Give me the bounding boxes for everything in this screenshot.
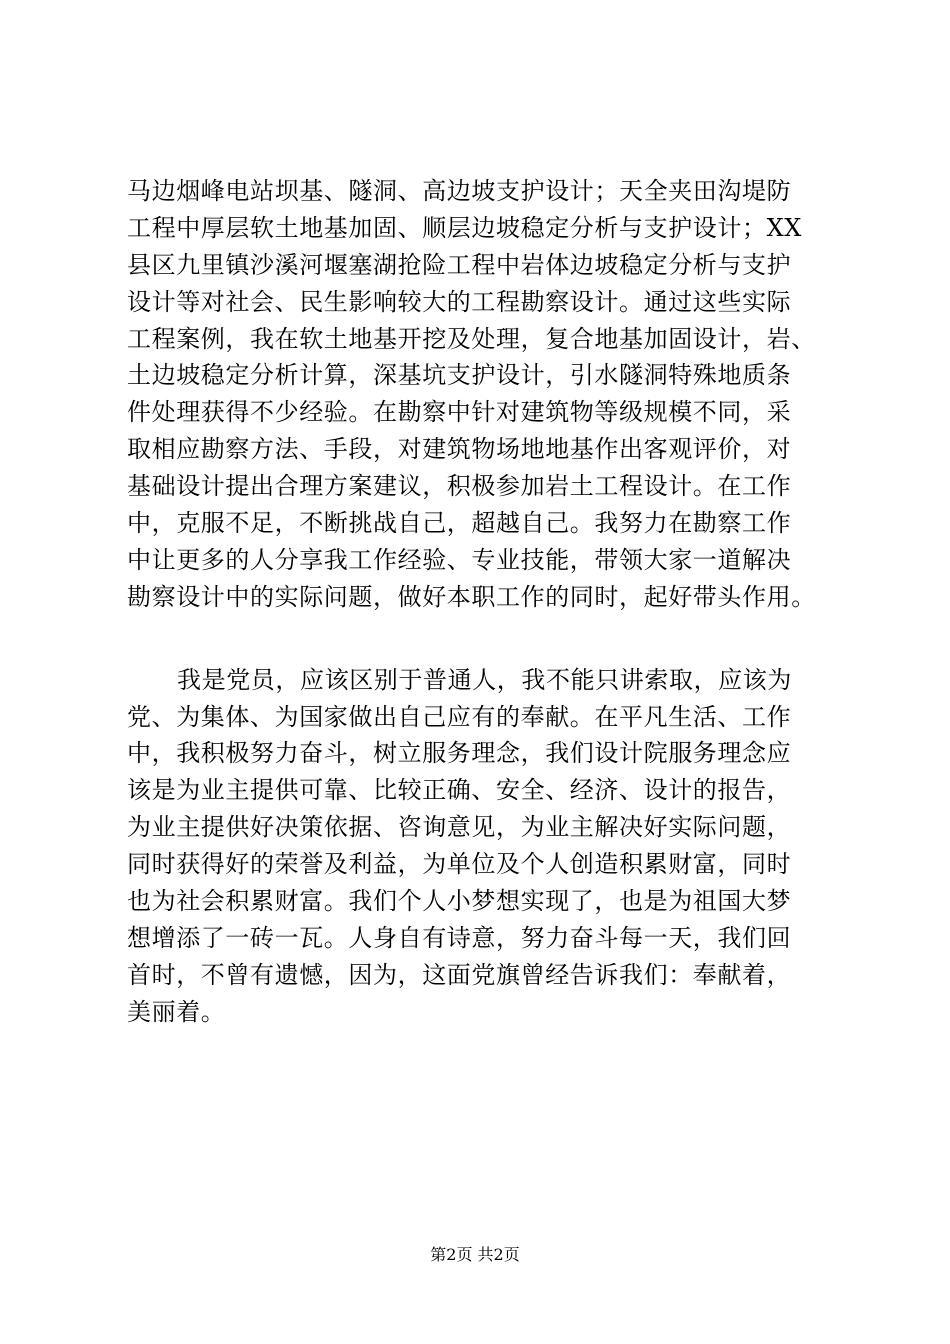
text-line: 件处理获得不少经验。在勘察中针对建筑物等级规模不同，采 — [127, 398, 792, 427]
paragraph-2 — [127, 662, 857, 1031]
text-line: 同时获得好的荣誉及利益，为单位及个人创造积累财富，同时 — [127, 850, 792, 879]
page-number-label: 第2页 共2页 — [430, 1245, 520, 1264]
text-line: 首时，不曾有遗憾，因为，这面党旗曾经告诉我们：奉献着， — [127, 960, 792, 989]
text-line: 为业主提供好决策依据、咨询意见，为业主解决好实际问题， — [127, 813, 792, 842]
text-line: 基础设计提出合理方案建议，积极参加岩土工程设计。在工作 — [127, 472, 792, 501]
paragraph-spacer — [127, 616, 857, 662]
text-line: 设计等对社会、民生影响较大的工程勘察设计。通过这些实际 — [127, 287, 792, 316]
text-line: 工程案例，我在软土地基开挖及处理，复合地基加固设计，岩、 — [127, 324, 816, 353]
page-footer — [0, 1243, 950, 1267]
paragraph-1 — [127, 173, 857, 616]
text-line: 县区九里镇沙溪河堰塞湖抢险工程中岩体边坡稳定分析与支护 — [127, 250, 792, 279]
text-line: 该是为业主提供可靠、比较正确、安全、经济、设计的报告， — [127, 776, 792, 805]
text-line: 土边坡稳定分析计算，深基坑支护设计，引水隧洞特殊地质条 — [127, 361, 792, 390]
text-line: 勘察设计中的实际问题，做好本职工作的同时，起好带头作用。 — [127, 582, 816, 611]
text-line: 马边烟峰电站坝基、隧洞、高边坡支护设计；天全夹田沟堤防 — [127, 177, 792, 205]
text-line-first: 我是党员，应该区别于普通人，我不能只讲索取，应该为 — [177, 665, 792, 694]
text-line: 想增添了一砖一瓦。人身自有诗意，努力奋斗每一天，我们回 — [127, 923, 792, 952]
text-line: 也为社会积累财富。我们个人小梦想实现了，也是为祖国大梦 — [127, 887, 792, 916]
text-line: 美丽着。 — [127, 997, 226, 1026]
text-line: 工程中厚层软土地基加固、顺层边坡稳定分析与支护设计；XX — [127, 213, 802, 242]
text-line: 党、为集体、为国家做出自己应有的奉献。在平凡生活、工作 — [127, 702, 792, 731]
text-line: 中，我积极努力奋斗，树立服务理念，我们设计院服务理念应 — [127, 739, 792, 768]
text-line: 中，克服不足，不断挑战自己，超越自己。我努力在勘察工作 — [127, 509, 792, 538]
text-line: 取相应勘察方法、手段，对建筑物场地地基作出客观评价，对 — [127, 435, 792, 464]
body-text — [127, 173, 857, 1031]
text-line: 中让更多的人分享我工作经验、专业技能，带领大家一道解决 — [127, 545, 792, 574]
